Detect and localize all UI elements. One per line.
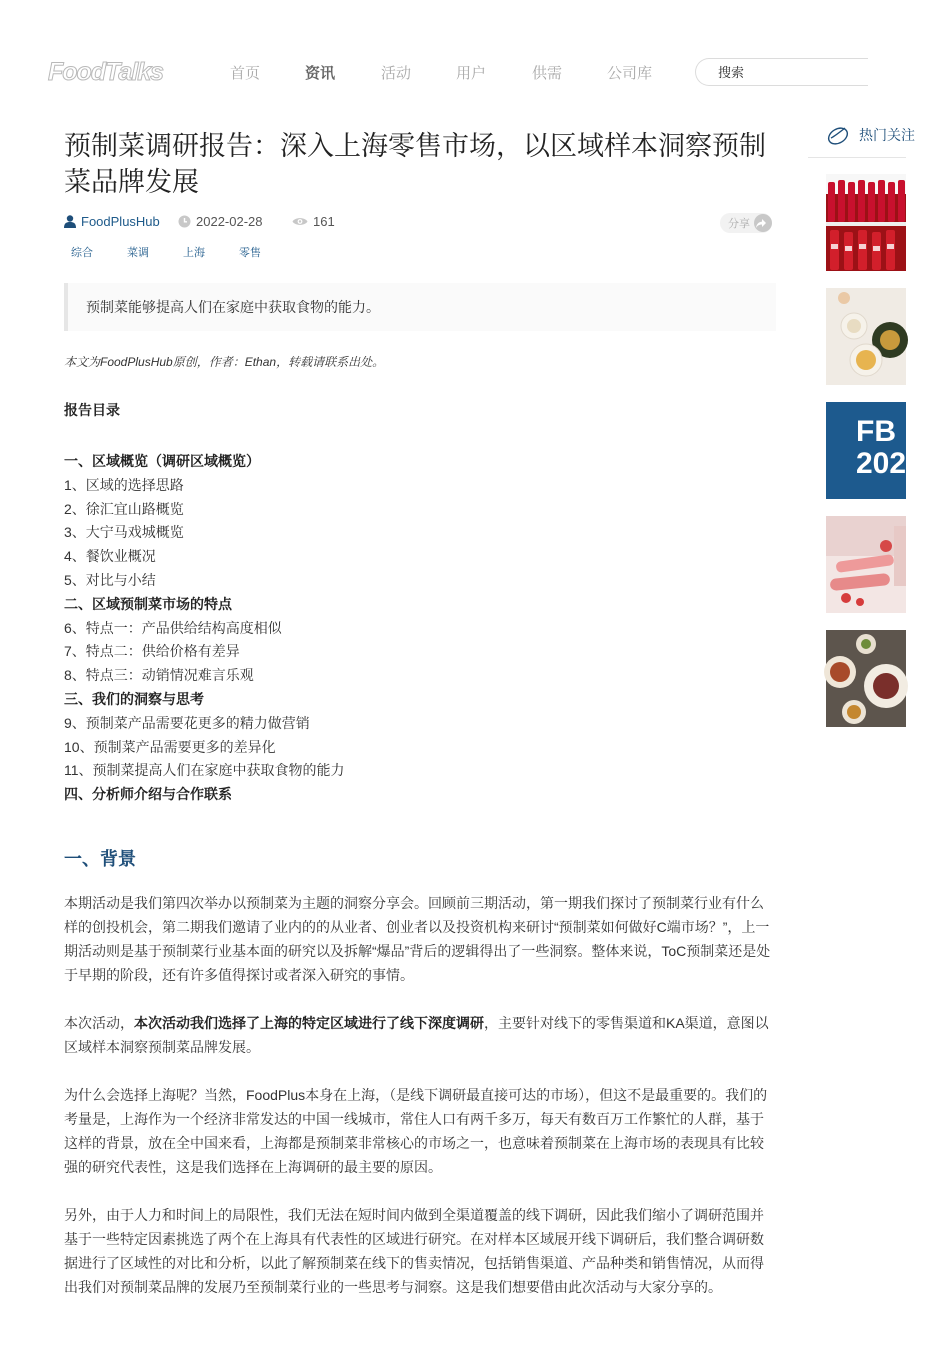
hot-article-thumbnail[interactable]	[826, 630, 906, 727]
share-button[interactable]	[720, 213, 772, 233]
article-meta	[64, 214, 776, 234]
search-input[interactable]	[716, 64, 860, 81]
source-note: 本文为FoodPlusHub原创，作者：Ethan，转载请联系出处。	[64, 355, 385, 369]
paragraph: 另外，由于人力和时间上的局限性，我们无法在短时间内做到全渠道覆盖的线下调研，因此我们缩小了调研范围并基于一些特定因素挑选了两个在上海具有代表性的区域进行研究。在对样本区域展开线下调研后，我们整合调研数据进行了区域性的对比和分析，以此了解预制菜在线下的售卖情况，包括销售渠道、产品种类和销售情况，从而得出我们对预制菜品牌的发展乃至预制菜行业的一些思考与洞察。这是我们想要借由此次活动与大家分享的。	[64, 1206, 764, 1295]
tag[interactable]: 综合	[71, 247, 93, 259]
tag[interactable]: 零售	[239, 247, 261, 259]
paragraph: 为什么会选择上海呢？当然，FoodPlus本身在上海，（是线下调研最直接可达的市场），但这不是最重要的。我们的考量是，上海作为一个经济非常发达的中国一线城市，常住人口有两千多万，每天有数百万工作繁忙的人群，基于这样的背景，放在全中国来看，上海都是预制菜非常核心的市场之一，也意味着预制菜在上海市场的表现具有比较强的研究代表性，这是我们选择在上海调研的最主要的原因。	[64, 1086, 768, 1175]
table-of-contents	[64, 450, 776, 807]
nav-home[interactable]: 首页	[230, 65, 261, 82]
share-label: 分享	[728, 218, 750, 230]
tag-list	[64, 244, 776, 260]
toc-section: 四、分析师介绍与合作联系	[64, 786, 232, 803]
tag[interactable]: 上海	[183, 247, 205, 259]
paragraph: 本期活动是我们第四次举办以预制菜为主题的洞察分享会。回顾前三期活动，第一期我们探讨了预制菜行业有什么样的创投机会，第二期我们邀请了业内的的从业者、创业者以及投资机构来研讨“预制菜如何做好C端市场？”，上一期活动则是基于预制菜行业基本面的研究以及拆解“爆品”背后的逻辑得出了一些洞察。整体来说，ToC预制菜还是处于早期的阶段，还有许多值得探讨或者深入研究的事情。	[64, 894, 771, 983]
nav-supply-demand[interactable]: 供需	[532, 65, 563, 82]
toc-item: 7、特点二：供给价格有差异	[64, 643, 240, 660]
share-icon	[754, 214, 772, 232]
toc-item: 9、预制菜产品需要花更多的精力做营销	[64, 714, 310, 731]
hot-article-thumbnail[interactable]: FB 202	[826, 402, 906, 499]
date-text: 2022-02-28	[196, 214, 263, 229]
eye-icon	[292, 216, 308, 227]
author[interactable]	[64, 214, 160, 229]
article-title: 预制菜调研报告：深入上海零售市场，以区域样本洞察预制菜品牌发展	[64, 131, 766, 197]
logo[interactable]: FoodTalks	[48, 58, 164, 86]
toc-section: 二、区域预制菜市场的特点	[64, 595, 232, 612]
main-nav	[230, 62, 667, 83]
hot-article-thumbnail[interactable]	[826, 288, 906, 385]
toc-item: 8、特点三：动销情况难言乐观	[64, 667, 254, 684]
toc-item: 11、预制菜提高人们在家庭中获取食物的能力	[64, 762, 345, 779]
toc-item: 3、大宁马戏城概览	[64, 524, 184, 541]
toc-item: 1、区域的选择思路	[64, 476, 184, 493]
hot-article-thumbnail[interactable]	[826, 516, 906, 613]
toc-section: 一、区域概览（调研区域概览）	[64, 453, 260, 469]
views-text: 161	[313, 214, 335, 229]
nav-company-library[interactable]: 公司库	[607, 65, 653, 82]
sidebar-title: 热门关注	[859, 127, 915, 143]
author-name: FoodPlusHub	[81, 214, 160, 229]
toc-title: 报告目录	[64, 402, 120, 418]
clock-icon	[178, 215, 191, 228]
toc-section: 三、我们的洞察与思考	[64, 690, 204, 707]
sidebar	[808, 115, 915, 755]
tag[interactable]: 菜调	[127, 247, 149, 259]
nav-users[interactable]: 用户	[456, 65, 487, 82]
summary-quote: 预制菜能够提高人们在家庭中获取食物的能力。	[64, 283, 776, 331]
search-box	[695, 58, 868, 86]
sidebar-header	[808, 115, 915, 158]
paragraph: 本次活动，本次活动我们选择了上海的特定区域进行了线下深度调研，主要针对线下的零售渠道和KA渠道，意图以区域样本洞察预制菜品牌发展。	[64, 1014, 769, 1055]
article	[64, 128, 776, 1313]
hot-article-thumbnail[interactable]	[826, 174, 906, 271]
site-header	[0, 0, 950, 100]
nav-news[interactable]: 资讯	[305, 65, 336, 82]
paragraph-highlight: 本次活动我们选择了上海的特定区域进行了线下深度调研	[134, 1014, 484, 1031]
toc-item: 5、对比与小结	[64, 571, 156, 588]
toc-item: 4、餐饮业概况	[64, 548, 156, 565]
fire-icon	[826, 122, 850, 146]
publish-date	[178, 214, 263, 229]
toc-item: 6、特点一：产品供给结构高度相似	[64, 619, 282, 636]
section-heading: 一、背景	[64, 848, 136, 869]
nav-events[interactable]: 活动	[381, 65, 412, 82]
toc-item: 2、徐汇宜山路概览	[64, 500, 184, 517]
view-count	[292, 214, 335, 229]
toc-item: 10、预制菜产品需要更多的差异化	[64, 738, 276, 755]
user-icon	[64, 215, 76, 228]
